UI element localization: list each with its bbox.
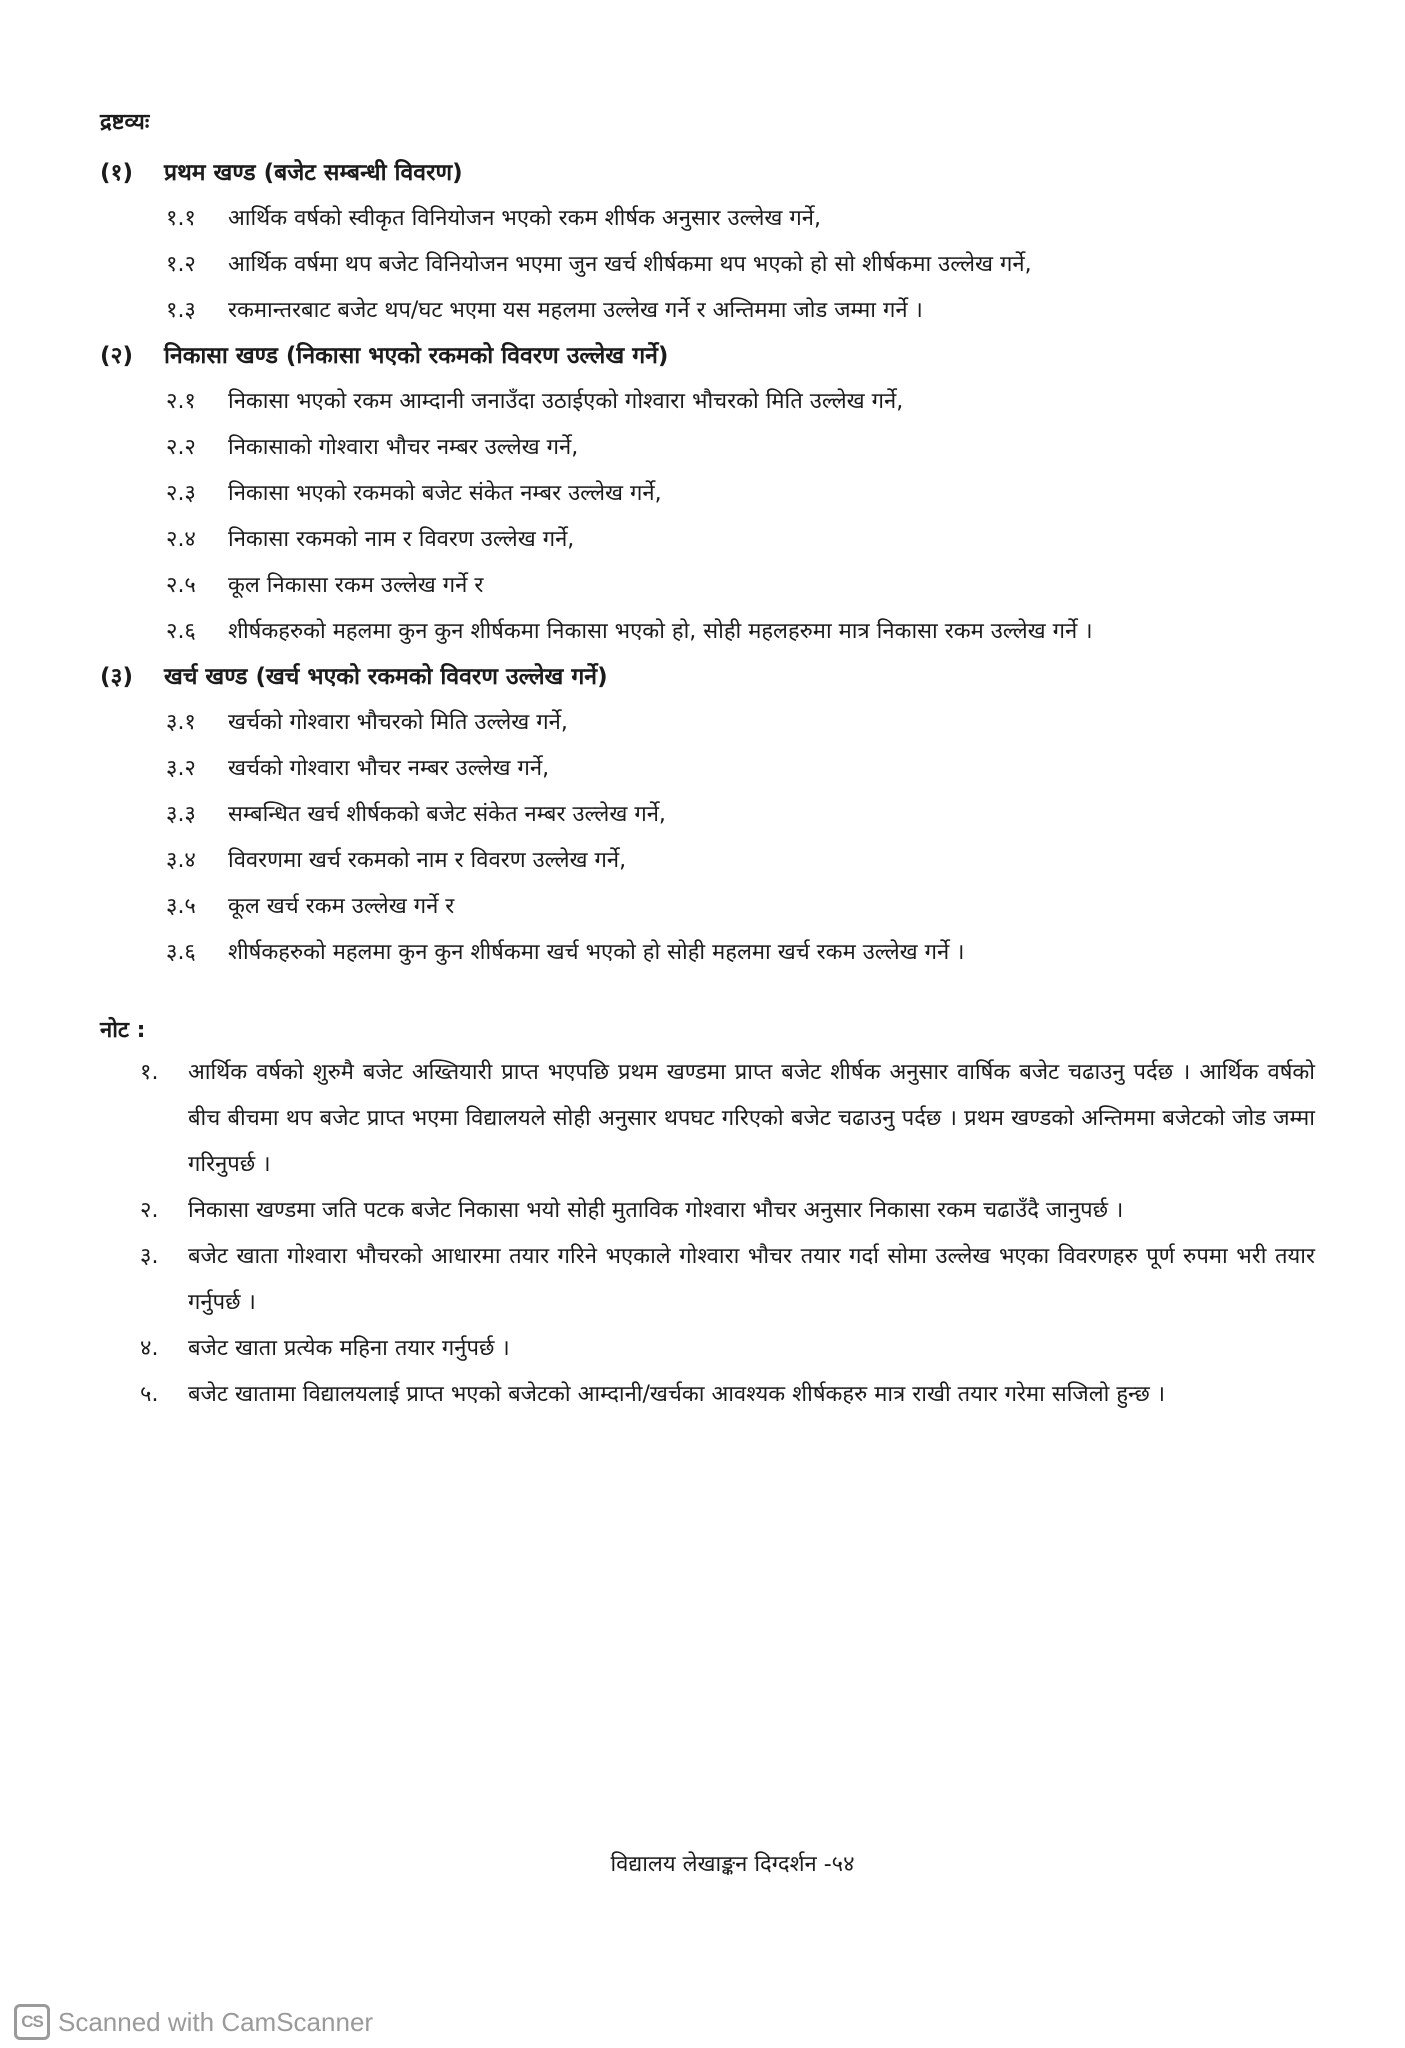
item-text: रकमान्तरबाट बजेट थप/घट भएमा यस महलमा उल्लेख गर्ने र अन्तिममा जोड जम्मा गर्ने । [228, 298, 923, 323]
watermark-text: Scanned with CamScanner [58, 2006, 374, 2037]
list-item [100, 423, 1320, 469]
item-text: खर्चको गोश्वारा भौचरको मिति उल्लेख गर्ने, [228, 710, 568, 735]
item-text: आर्थिक वर्षको स्वीकृत विनियोजन भएको रकम शीर्षक अनुसार उल्लेख गर्ने, [228, 206, 821, 231]
list-item [100, 744, 1320, 790]
item-number: ३.४ [166, 848, 196, 873]
section-title [100, 148, 1320, 194]
item-number: २.५ [166, 573, 196, 598]
list-item [100, 377, 1320, 423]
item-text: विवरणमा खर्च रकमको नाम र विवरण उल्लेख गर्ने, [228, 848, 627, 873]
item-number: ३.६ [166, 940, 196, 965]
item-text: खर्चको गोश्वारा भौचर नम्बर उल्लेख गर्ने, [228, 756, 550, 781]
list-item [100, 698, 1320, 744]
list-item [100, 469, 1320, 515]
note-text: बजेट खाता गोश्वारा भौचरको आधारमा तयार गरिने भएकाले गोश्वारा भौचर तयार गर्दा सोमा उल्लेख भएका विवरणहरु पूर्ण रुपमा भरी तयार गर्नुपर्छ । [188, 1244, 1315, 1315]
camscanner-logo-icon: CS [14, 2004, 50, 2040]
note-text: बजेट खाता प्रत्येक महिना तयार गर्नुपर्छ । [188, 1336, 510, 1361]
note-heading: नोट : [100, 1018, 146, 1043]
note-text: बजेट खातामा विद्यालयलाई प्राप्त भएको बजेटको आम्दानी/खर्चका आवश्यक शीर्षकहरु मात्र राखी तयार गरेमा सजिलो हुन्छ । [188, 1382, 1166, 1407]
note-number: ३. [140, 1244, 159, 1269]
note-item [140, 1326, 1315, 1372]
section-release-details [100, 331, 1320, 653]
list-item [100, 790, 1320, 836]
note-text: निकासा खण्डमा जति पटक बजेट निकासा भयो सोही मुताविक गोश्वारा भौचर अनुसार निकासा रकम चढाउँदै जानुपर्छ । [188, 1198, 1124, 1223]
item-number: ३.२ [166, 756, 196, 781]
page-footer: विद्यालय लेखाङ्कन दिग्दर्शन -५४ [610, 1852, 855, 1877]
list-item [100, 836, 1320, 882]
section-number: (२) [100, 343, 133, 369]
item-text: निकासा भएको रकम आम्दानी जनाउँदा उठाईएको गोश्वारा भौचरको मिति उल्लेख गर्ने, [228, 389, 904, 414]
note-number: ४. [140, 1336, 159, 1361]
section-title [100, 331, 1320, 377]
list-item [100, 194, 1320, 240]
item-text: आर्थिक वर्षमा थप बजेट विनियोजन भएमा जुन खर्च शीर्षकमा थप भएको हो सो शीर्षकमा उल्लेख गर्ने, [228, 252, 1032, 277]
note-item [140, 1372, 1315, 1418]
item-number: ३.१ [166, 710, 196, 735]
note-number: २. [140, 1198, 159, 1223]
list-item [100, 515, 1320, 561]
list-item [100, 286, 1320, 332]
section-title-text: प्रथम खण्ड (बजेट सम्बन्धी विवरण) [164, 160, 463, 186]
list-item [100, 928, 1320, 974]
item-text: निकासा भएको रकमको बजेट संकेत नम्बर उल्लेख गर्ने, [228, 481, 662, 506]
item-number: २.४ [166, 527, 196, 552]
list-item [100, 561, 1320, 607]
list-item [100, 607, 1320, 653]
item-text: सम्बन्धित खर्च शीर्षकको बजेट संकेत नम्बर उल्लेख गर्ने, [228, 802, 666, 827]
item-number: १.१ [166, 206, 196, 231]
item-number: २.१ [166, 389, 196, 414]
section-title-text: खर्च खण्ड (खर्च भएको रकमको विवरण उल्लेख गर्ने) [164, 664, 608, 690]
section-expense-details [100, 652, 1320, 974]
section-title-text: निकासा खण्ड (निकासा भएको रकमको विवरण उल्लेख गर्ने) [164, 343, 669, 369]
item-number: ३.३ [166, 802, 196, 827]
item-number: १.३ [166, 298, 196, 323]
section-budget-details [100, 148, 1320, 332]
note-number: ५. [140, 1382, 159, 1407]
note-number: १. [140, 1060, 159, 1085]
section-number: (३) [100, 664, 133, 690]
item-text: शीर्षकहरुको महलमा कुन कुन शीर्षकमा खर्च भएको हो सोही महलमा खर्च रकम उल्लेख गर्ने । [228, 940, 965, 965]
notes-heading: द्रष्टव्यः [100, 110, 150, 135]
item-text: कूल खर्च रकम उल्लेख गर्ने र [228, 894, 455, 919]
camscanner-watermark [14, 2004, 373, 2040]
item-number: १.२ [166, 252, 196, 277]
item-number: २.६ [166, 619, 196, 644]
item-number: ३.५ [166, 894, 196, 919]
item-text: निकासा रकमको नाम र विवरण उल्लेख गर्ने, [228, 527, 575, 552]
list-item [100, 240, 1320, 286]
note-item [140, 1050, 1315, 1188]
item-text: निकासाको गोश्वारा भौचर नम्बर उल्लेख गर्ने, [228, 435, 579, 460]
note-item [140, 1188, 1315, 1234]
item-number: २.२ [166, 435, 196, 460]
item-text: कूल निकासा रकम उल्लेख गर्ने र [228, 573, 484, 598]
note-text: आर्थिक वर्षको शुरुमै बजेट अख्तियारी प्राप्त भएपछि प्रथम खण्डमा प्राप्त बजेट शीर्षक अनुसार वार्षिक बजेट चढाउनु पर्दछ । आर्थिक वर्षको बीच बीचमा थप बजेट प्राप्त भएमा विद्यालयले सोही अनुसार थपघट गरिएको बजेट चढाउनु पर्दछ । प्रथम खण्डको अन्तिममा बजेटको जोड जम्मा गरिनुपर्छ । [188, 1060, 1315, 1177]
note-item [140, 1234, 1315, 1326]
section-number: (१) [100, 160, 133, 186]
section-title [100, 652, 1320, 698]
note-list [140, 1050, 1315, 1418]
item-number: २.३ [166, 481, 196, 506]
list-item [100, 882, 1320, 928]
item-text: शीर्षकहरुको महलमा कुन कुन शीर्षकमा निकासा भएको हो, सोही महलहरुमा मात्र निकासा रकम उल्लेख गर्ने । [228, 619, 1093, 644]
